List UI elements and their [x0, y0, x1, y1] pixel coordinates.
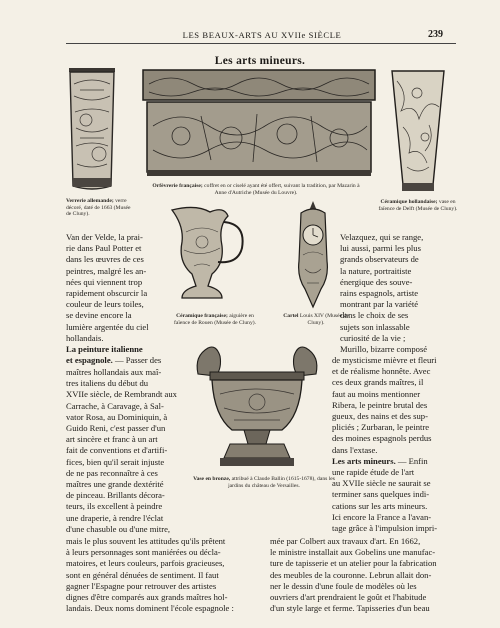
left2-line-9: fices, bien qu'il serait injuste	[66, 456, 165, 467]
delft-vase-illustration	[389, 67, 447, 197]
right2-line-5: Ici encore la France a l'avan-	[332, 511, 432, 522]
right-line-8: dans le choix de ses	[340, 310, 409, 321]
right-line-1: Velazquez, qui se range,	[340, 232, 424, 242]
left-column-part2	[66, 367, 186, 535]
br-line-2: le ministre installait aux Gobelins une manufac-	[270, 547, 436, 558]
left2-line-4: Carrache, à Caravage, à Sal-	[66, 400, 164, 411]
right-line-6: rains espagnols, artiste	[340, 288, 419, 299]
heading-spanish: et espagnole.	[66, 355, 113, 366]
left-line-2: rie dans Paul Potter et	[66, 243, 142, 254]
caption-german-glass: Verrerie allemande; verre décoré, daté de 1663 (Musée de Cluny).	[66, 198, 131, 218]
right-line-13: et de réalisme honnête. Avec	[332, 366, 431, 377]
bottom-left-paragraph	[66, 536, 266, 614]
bottom-right-paragraph	[270, 536, 458, 614]
left-line-9: lumière argentée du ciel	[66, 321, 149, 332]
right2-line-1: une rapide étude de l'art	[332, 467, 415, 478]
left2-line-12: de pinceau. Brillants décora-	[66, 490, 165, 501]
bl-line-6: dignes d'être comparés aux grands maîtres hol-	[66, 592, 228, 603]
left-line-7: couleur de leurs toiles,	[66, 299, 144, 310]
caption-ewer: Céramique française; aiguière en faïence de Rouen (Musée de Cluny).	[173, 313, 256, 326]
left-line-5: nées qui viennent trop	[66, 276, 143, 287]
left2-line-2: tres italiens du début du	[66, 378, 149, 389]
caption-bronze-vase: Vase en bronze, attribué à Claude Ballin (1615-1678), dans les jardins du château de Versailles.	[193, 476, 335, 489]
right2-line-4: cations sur les arts mineurs.	[332, 500, 428, 511]
bl-line-5: gagner l'Espagne pour retrouver des artistes	[66, 580, 217, 591]
left2-line-10: de ne pas reconnaître à ces	[66, 467, 158, 478]
left-line-8: se devine encore la	[66, 310, 132, 321]
left2-line-1: maîtres hollandais aux maî-	[66, 367, 162, 377]
right-line-3: grands observateurs de	[340, 254, 419, 265]
bl-line-2: à leurs personnages sont maniérées ou décla-	[66, 547, 221, 558]
right-line-16: Ribera, le peintre brutal des	[332, 399, 428, 410]
right-line-14: ces deux grands maîtres, il	[332, 377, 424, 388]
right2-line-3: terminer sans quelques indi-	[332, 489, 430, 500]
heading-spanish-rest: — Passer des	[114, 355, 162, 366]
left-line-4: peintres, malgré les an-	[66, 265, 147, 276]
right-line-4: la nature, portraitiste	[340, 265, 412, 276]
caption-casket: Orfèvrerie française; coffret en or ciselé ayant été offert, suivant la tradition, par Mazarin à Anne d'Autriche (Musée du Louvre).	[152, 183, 360, 196]
right-line-12: de mysticisme mièvre et fleuri	[332, 355, 437, 365]
left2-line-5: vator Rosa, au Dominiquin, à	[66, 411, 168, 422]
right-line-10: curiosité de la vie ;	[340, 332, 406, 343]
section-title: Les arts mineurs.	[214, 55, 306, 67]
heading-minor-arts-rest: — Enfin	[397, 455, 428, 466]
left2-line-11: maîtres une grande dextérité	[66, 479, 164, 490]
left-line-3: dans les œuvres de ces	[66, 254, 144, 265]
running-title: LES BEAUX-ARTS AU XVIIe SIÈCLE	[182, 30, 342, 40]
right-line-2: lui aussi, parmi les plus	[340, 243, 421, 254]
br-line-3: ture de tapisserie et un atelier pour la fabrication	[270, 558, 437, 569]
left2-line-7: art sincère et franc à un art	[66, 434, 158, 445]
right-column-part2	[332, 355, 458, 534]
right-line-11: Murillo, bizarre composé	[340, 344, 428, 355]
heading-italian-painting: La peinture italienne	[66, 344, 143, 355]
heading-minor-arts: Les arts mineurs.	[332, 455, 396, 466]
ewer-illustration	[166, 202, 250, 306]
bl-line-7: landais. Deux noms dominent l'école espagnole :	[66, 603, 234, 614]
right2-line-6: tage grâce à l'impulsion impri-	[332, 523, 438, 534]
right2-line-2: au XVIIe siècle ne saurait se	[332, 478, 431, 489]
bronze-vase-illustration	[186, 334, 328, 474]
right-line-18: pliciés ; Zurbaran, le peintre	[332, 422, 430, 433]
bl-line-3: matoires, et leurs couleurs, parfois gracieuses,	[66, 558, 225, 569]
right-line-9: sujets son inlassable	[340, 321, 410, 332]
right-line-19: des moines espagnols perdus	[332, 433, 432, 444]
br-line-4: des meubles de la couronne. Lebrun allait don-	[270, 569, 432, 580]
bl-line-4: sont en général dénuées de sentiment. Il faut	[66, 569, 219, 580]
right-line-17: gueux, des nains et des sup-	[332, 411, 428, 422]
caption-delft-vase: Céramique hollandaise; vase en faïence de Delft (Musée de Cluny).	[378, 199, 458, 212]
left-column-part1	[66, 232, 164, 366]
right-line-15: faut au moins mentionner	[332, 388, 421, 399]
right-column-part1	[340, 232, 458, 355]
casket-illustration	[141, 66, 377, 180]
br-line-6: ouvriers d'art prendraient le goût et l'habitude	[270, 592, 427, 603]
right-line-5: énergique des souve-	[340, 276, 413, 287]
german-glass-illustration	[66, 66, 118, 194]
left2-line-13: teurs, ils excellent à peindre	[66, 501, 163, 512]
left2-line-15: d'une chasuble ou d'une mitre,	[66, 523, 171, 534]
bl-line-1: mais le plus souvent les attitudes qu'ils prêtent	[66, 536, 226, 546]
left2-line-6: Guido Reni, c'est passer d'un	[66, 423, 166, 434]
header-rule	[66, 43, 456, 44]
br-line-5: ner le dessin d'une foule de modèles où les	[270, 580, 417, 591]
left-line-6: rapidement obscurcir la	[66, 288, 148, 299]
right-line-7: montrant par la variété	[340, 299, 419, 310]
br-line-1: mée par Colbert aux travaux d'art. En 1662,	[270, 536, 421, 546]
caption-cartel: Cartel Louis XIV (Musée de Cluny).	[283, 313, 349, 326]
left2-line-8: fait de conventions et d'artifi-	[66, 445, 168, 456]
left-line-10: hollandais.	[66, 332, 104, 343]
br-line-7: d'un style large et ferme. Tapisseries d'un beau	[270, 603, 430, 614]
left2-line-3: XVIIe siècle, de Rembrandt aux	[66, 389, 177, 400]
right-line-20: dans l'extase.	[332, 444, 378, 455]
left-line-1: Van der Velde, la prai-	[66, 232, 143, 242]
page-number: 239	[428, 29, 443, 40]
left2-line-14: une draperie, à rendre l'éclat	[66, 512, 164, 523]
cartel-clock-illustration	[293, 199, 333, 311]
